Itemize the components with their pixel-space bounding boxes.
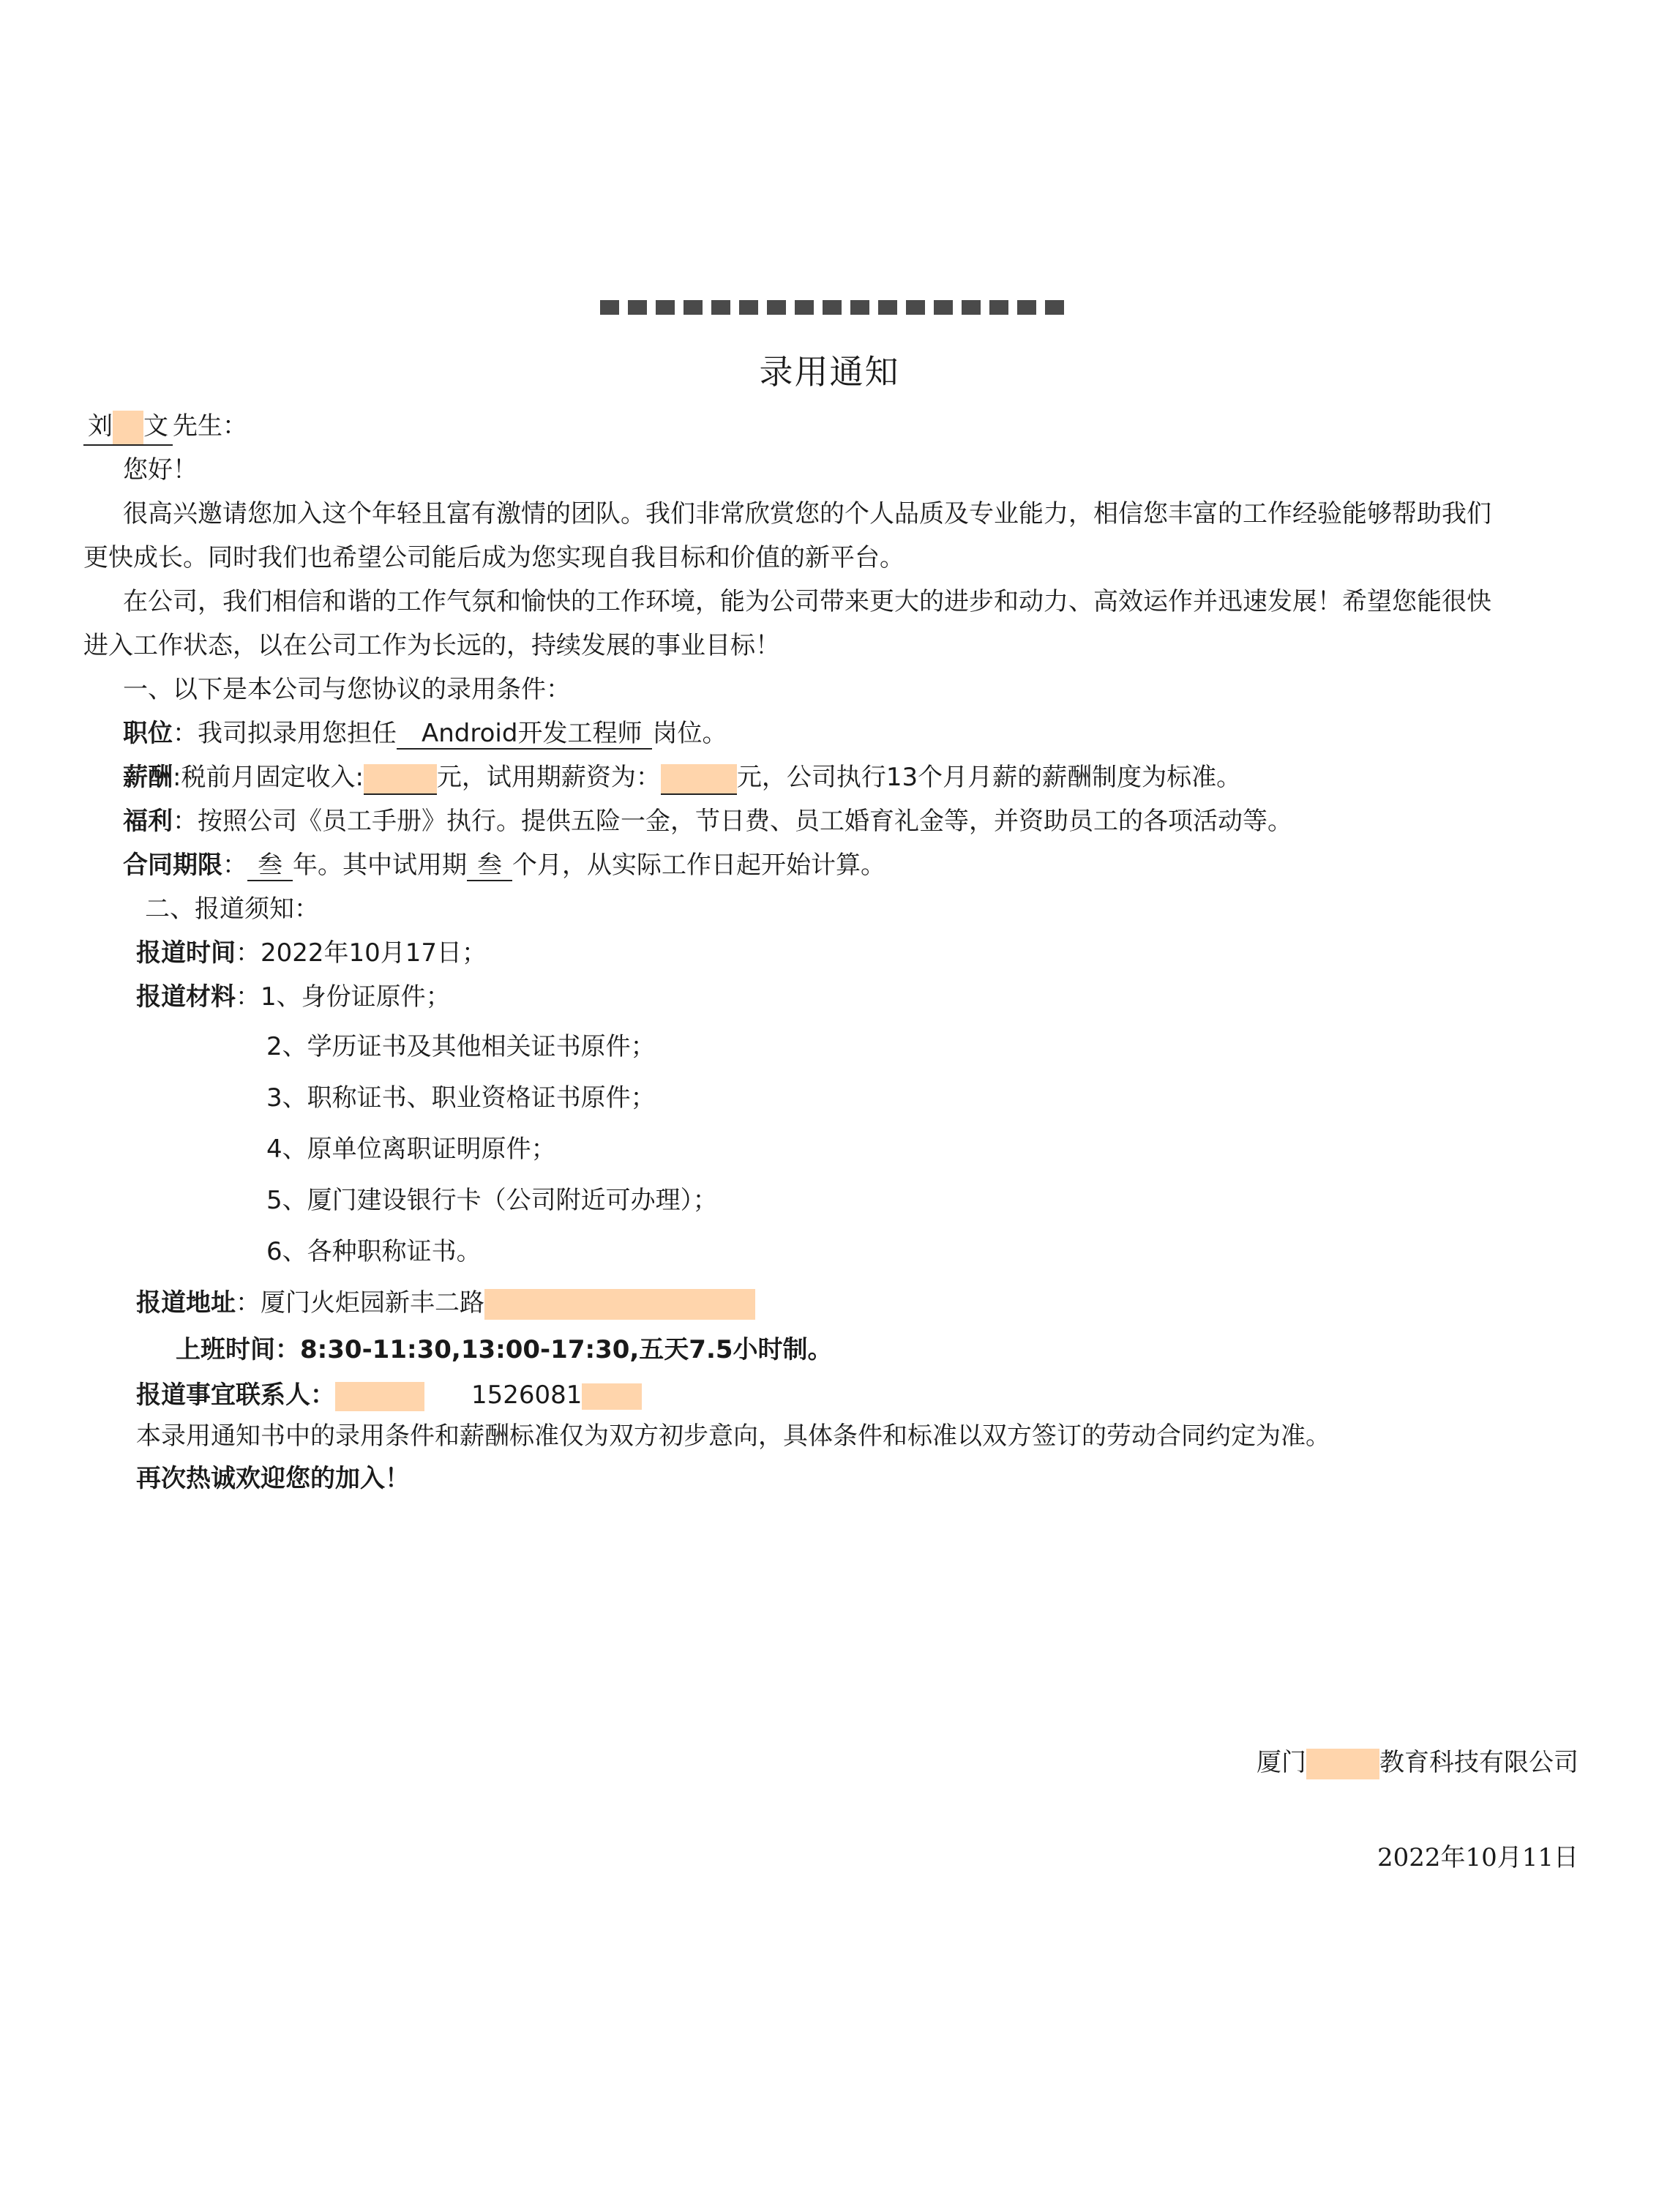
benefits-line [123, 805, 1292, 837]
signature-date: 2022年10月11日 [1377, 1843, 1579, 1872]
material-item: ：1、身份证原件； [236, 982, 451, 1012]
document-title: 录用通知 [759, 352, 900, 392]
contact-line [136, 1379, 642, 1411]
position-suffix: 岗位。 [652, 719, 727, 748]
disclaimer-note: 本录用通知书中的录用条件和薪酬标准仅为双方初步意向，具体条件和标准以双方签订的劳动合同约定为准。 [136, 1421, 1330, 1451]
company-signature [1257, 1746, 1579, 1779]
company-suffix: 教育科技有限公司 [1379, 1748, 1579, 1777]
address-label: 报道地址 [136, 1288, 236, 1318]
position-label: 职位 [123, 719, 173, 748]
welcome-line: 再次热诚欢迎您的加入！ [136, 1464, 410, 1493]
contract-line [123, 849, 885, 881]
recipient-name-part2: 文 [143, 411, 168, 441]
address-line [136, 1287, 755, 1320]
section1-heading: 一、以下是本公司与您协议的录用条件： [123, 675, 571, 704]
salary-text1: :税前月固定收入: [173, 763, 364, 792]
material-item: 6、各种职称证书。 [266, 1237, 482, 1266]
salary-label: 薪酬 [123, 763, 173, 792]
material-item: 4、原单位离职证明原件； [266, 1135, 556, 1164]
redaction-block [335, 1382, 424, 1411]
address-value: ：厦门火炬园新丰二路 [236, 1288, 484, 1318]
salary-text3: 元，公司执行13个月月薪的薪酬制度为标准。 [736, 763, 1242, 792]
probation-months: 叁 [467, 851, 512, 881]
recipient-name [83, 411, 173, 446]
contract-years: 叁 [247, 851, 293, 881]
intro-p2-line1: 在公司，我们相信和谐的工作气氛和愉快的工作环境，能为公司带来更大的进步和动力、高效运作并迅速发展！希望您能很快 [123, 587, 1491, 616]
redaction-block [484, 1289, 755, 1320]
position-value: Android开发工程师 [397, 719, 652, 750]
recipient-title: 先生： [173, 411, 247, 441]
intro-p1-line1: 很高兴邀请您加入这个年轻且富有激情的团队。我们非常欣赏您的个人品质及专业能力，相信您丰富的工作经验能够帮助我们 [123, 499, 1491, 528]
work-hours: 上班时间：8:30-11:30,13:00-17:30,五天7.5小时制。 [176, 1335, 833, 1364]
material-item: 5、厦门建设银行卡（公司附近可办理）； [266, 1186, 718, 1215]
contact-phone: 1526081 [471, 1380, 583, 1410]
redaction-block [582, 1383, 642, 1410]
contract-label: 合同期限 [123, 851, 222, 880]
intro-p1-line2: 更快成长。同时我们也希望公司能后成为您实现自我目标和价值的新平台。 [83, 543, 905, 572]
redaction-block [113, 411, 143, 444]
cropped-company-title [600, 296, 1068, 329]
benefits-text: ：按照公司《员工手册》执行。提供五险一金，节日费、员工婚育礼金等，并资助员工的各项活动等。 [173, 807, 1292, 836]
material-item: 3、职称证书、职业资格证书原件； [266, 1083, 656, 1113]
greeting-hello: 您好！ [123, 455, 198, 485]
company-prefix: 厦门 [1257, 1748, 1306, 1777]
salary-text2: 元，试用期薪资为： [436, 763, 661, 792]
cropped-title-glyphs [600, 300, 1068, 315]
contract-text2: 年。其中试用期 [293, 851, 467, 880]
redaction-block [364, 764, 437, 793]
salutation-line [83, 410, 247, 446]
recipient-name-part1: 刘 [88, 411, 113, 441]
contract-text1: ： [222, 851, 247, 880]
contact-label: 报道事宜联系人： [136, 1380, 335, 1410]
report-time-label: 报道时间 [136, 938, 236, 968]
benefits-label: 福利 [123, 807, 173, 836]
salary-line [123, 761, 1241, 795]
salary-monthly-field [364, 763, 437, 795]
material-item: 2、学历证书及其他相关证书原件； [266, 1032, 656, 1061]
redaction-block [661, 764, 737, 793]
section2-heading: 二、报道须知： [145, 894, 319, 924]
position-line [123, 717, 727, 750]
position-text: ：我司拟录用您担任 [173, 719, 397, 748]
salary-probation-field [661, 763, 737, 795]
materials-label: 报道材料 [136, 982, 236, 1012]
contract-text3: 个月，从实际工作日起开始计算。 [512, 851, 885, 880]
report-time-line [136, 937, 487, 969]
report-time-value: ：2022年10月17日； [236, 938, 487, 968]
materials-line [136, 981, 451, 1013]
redaction-block [1306, 1749, 1379, 1779]
intro-p2-line2: 进入工作状态，以在公司工作为长远的，持续发展的事业目标！ [83, 631, 780, 660]
